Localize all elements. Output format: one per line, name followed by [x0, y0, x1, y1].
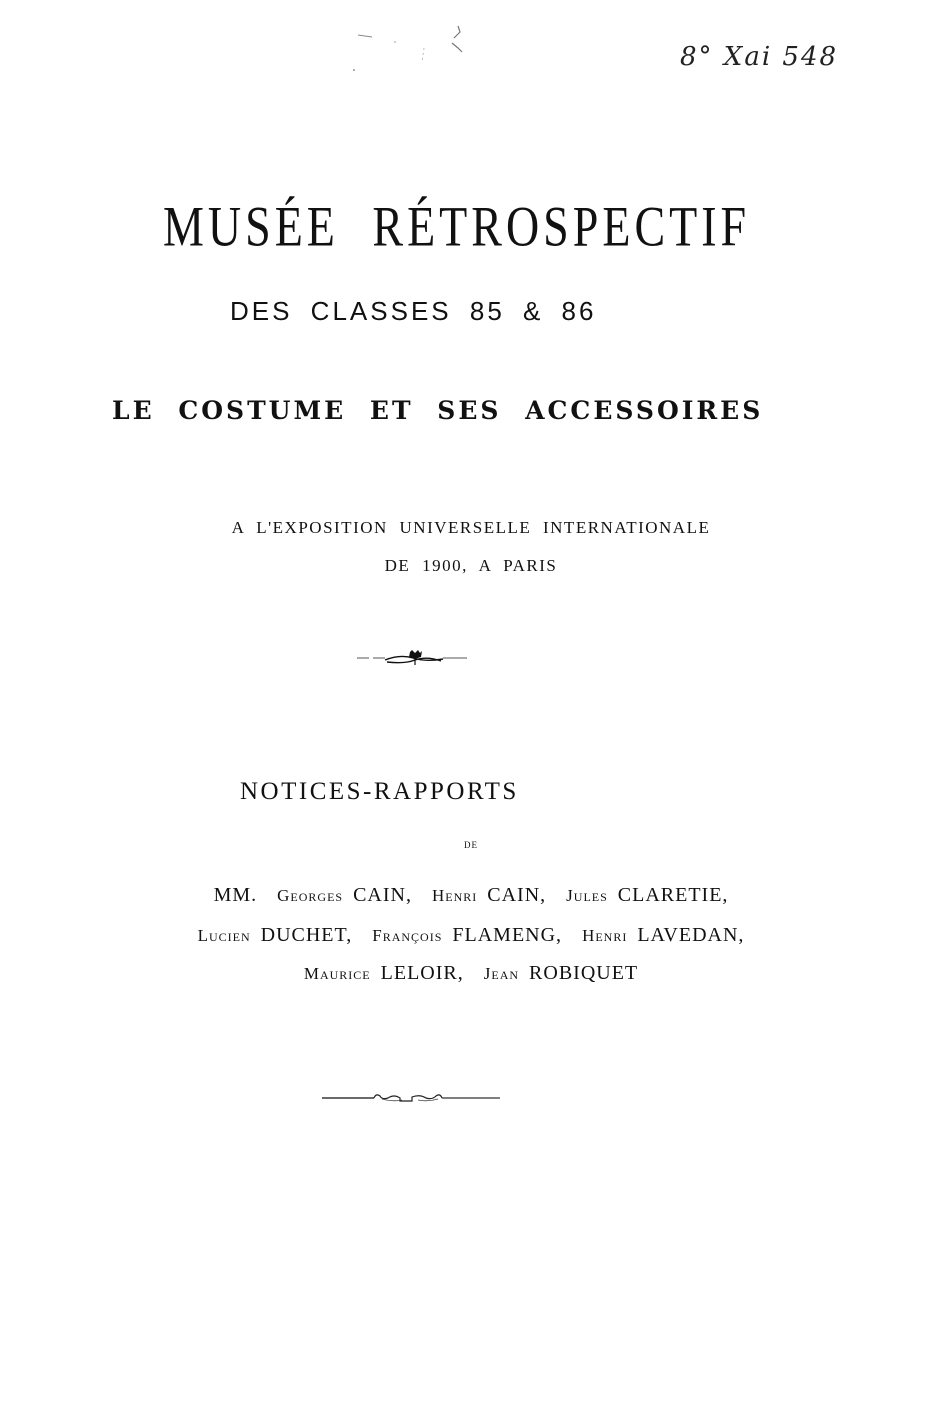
main-title: MUSÉE RÉTROSPECTIF — [163, 194, 751, 258]
author-first-name: Jules — [566, 886, 608, 905]
notices-rapports-heading: NOTICES-RAPPORTS — [240, 778, 519, 805]
fleuron-ornament-icon — [355, 648, 475, 668]
author-last-name: CAIN, — [353, 884, 412, 906]
author-last-name: ROBIQUET — [529, 962, 639, 984]
authors-line-3 — [0, 962, 942, 985]
author-first-name: Lucien — [197, 926, 251, 945]
library-shelfmark: 8° Xai 548 — [680, 42, 839, 72]
author-first-name: François — [372, 926, 443, 945]
scan-specks-decoration — [340, 10, 500, 80]
author-last-name: CAIN, — [487, 884, 547, 906]
author-first-name: Henri — [431, 886, 478, 905]
author-last-name: DUCHET, — [260, 924, 353, 946]
by-label: DE — [464, 840, 478, 850]
authors-line-1 — [0, 884, 942, 907]
author-first-name: Maurice — [303, 964, 371, 983]
author-first-name: Henri — [582, 926, 628, 945]
author-last-name: LELOIR, — [380, 962, 464, 984]
author-last-name: LAVEDAN, — [637, 924, 745, 946]
author-prefix: MM. — [213, 884, 258, 906]
scroll-rule-ornament-icon — [322, 1088, 500, 1108]
author-first-name: Georges — [277, 886, 344, 905]
author-last-name: FLAMENG, — [452, 924, 563, 946]
subtitle-classes: DES CLASSES 85 & 86 — [230, 296, 597, 326]
authors-line-2 — [0, 924, 942, 947]
subtitle-costume: LE COSTUME ET SES ACCESSOIRES — [112, 396, 764, 425]
author-last-name: CLARETIE, — [617, 884, 729, 906]
exposition-line-2: DE 1900, A PARIS — [384, 556, 558, 575]
exposition-line-1: A L'EXPOSITION UNIVERSELLE INTERNATIONALE — [231, 518, 711, 537]
author-first-name: Jean — [483, 964, 520, 983]
